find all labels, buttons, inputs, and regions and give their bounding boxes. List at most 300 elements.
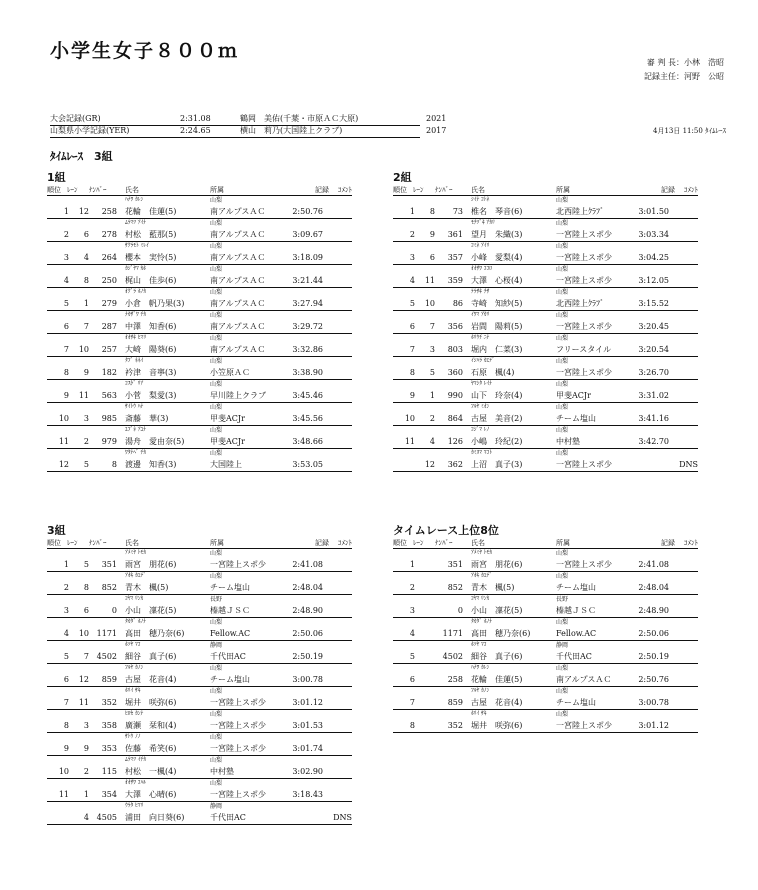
bib-number: 73 (452, 207, 463, 216)
name-kana: ｻｸﾗﾓﾄ ﾐﾚｲ (125, 243, 149, 249)
section-title: 1組 (47, 171, 66, 184)
table-row (47, 196, 352, 219)
name-kana: ﾌﾙﾔ ｶﾉﾝ (125, 665, 144, 671)
prefecture: 山梨 (210, 220, 223, 227)
athlete-name: 山下 玲奈(4) (471, 391, 523, 400)
rank: 7 (63, 698, 69, 707)
record: 2:50.19 (292, 652, 323, 661)
header-rank: 順位 (393, 186, 407, 194)
header-rank: 順位 (47, 539, 61, 547)
name-kana: ﾎﾘｲ ｻｷ (471, 711, 487, 717)
prefecture: 山梨 (210, 289, 223, 296)
affiliation: 小笠原ＡＣ (210, 368, 250, 377)
name-kana: ｺﾔﾏ ﾘﾝｶ (471, 596, 490, 602)
referee: 審 判 長：小林 浩昭 (646, 58, 724, 67)
bib-number: 351 (447, 560, 463, 569)
lane: 4 (83, 253, 89, 262)
header-comment: ｺﾒﾝﾄ (684, 539, 698, 547)
bib-number: 258 (101, 207, 117, 216)
athlete-name: 椎名 琴音(6) (471, 207, 523, 216)
prefecture: 山梨 (556, 358, 569, 365)
athlete-name: 岩間 陽莉(5) (471, 322, 523, 331)
header-comment: ｺﾒﾝﾄ (338, 539, 352, 547)
table-row (393, 242, 698, 265)
rank: 8 (409, 721, 415, 730)
lane: 3 (83, 414, 89, 423)
bib-number: 8 (111, 460, 117, 469)
lane: 7 (83, 322, 89, 331)
table-row (47, 687, 352, 710)
athlete-name: 石原 楓(4) (471, 368, 515, 377)
rank: 3 (409, 606, 415, 615)
lane: 5 (83, 560, 89, 569)
table-row (47, 265, 352, 288)
name-kana: ｼｲﾅ ｺﾄﾈ (471, 197, 490, 203)
prefecture: 山梨 (210, 780, 223, 787)
affiliation: Fellow.AC (556, 629, 597, 638)
bib-number: 354 (101, 790, 117, 799)
table-row (47, 288, 352, 311)
header-rank: 順位 (393, 539, 407, 547)
affiliation: 甲斐ACJr (210, 437, 245, 446)
rank: 3 (63, 253, 69, 262)
prefecture: 山梨 (556, 266, 569, 273)
record-year: 2017 (426, 126, 447, 135)
table-row (393, 288, 698, 311)
table-row (47, 380, 352, 403)
record-time: 2:24.65 (180, 126, 211, 135)
bib-number: 356 (447, 322, 463, 331)
record: 3:21.44 (292, 276, 323, 285)
affiliation: 大国陸上 (210, 460, 242, 469)
prefecture: 山梨 (210, 450, 223, 457)
name-kana: ﾌﾙﾔ ﾐｵﾝ (471, 404, 490, 410)
header-affil: 所属 (210, 186, 224, 194)
table-row (393, 403, 698, 426)
affiliation: 一宮陸上スポ少 (556, 230, 612, 239)
bib-number: 115 (101, 767, 117, 776)
name-kana: ﾎﾘｲ ｻｷ (125, 688, 141, 694)
rank: 5 (409, 652, 415, 661)
prefecture: 山梨 (556, 335, 569, 342)
lane: 10 (78, 629, 89, 638)
divider (50, 125, 420, 126)
lane: 6 (83, 230, 89, 239)
record: 3:01.12 (638, 721, 669, 730)
lane: 3 (429, 345, 435, 354)
affiliation: 一宮陸上スポ少 (556, 560, 612, 569)
record: 3:29.72 (292, 322, 323, 331)
record: 3:00.78 (292, 675, 323, 684)
lane: 8 (83, 276, 89, 285)
table-row (393, 710, 698, 733)
record: 3:45.46 (292, 391, 323, 400)
bib-number: 1171 (96, 629, 117, 638)
athlete-name: 浦田 向日葵(6) (125, 813, 185, 822)
rank: 4 (63, 276, 69, 285)
bib-number: 4502 (442, 652, 463, 661)
record: 3:03.34 (638, 230, 669, 239)
rank: 8 (409, 368, 415, 377)
prefecture: 山梨 (556, 312, 569, 319)
bib-number: 358 (101, 721, 117, 730)
athlete-name: 小山 凜花(5) (125, 606, 177, 615)
bib-number: 126 (447, 437, 463, 446)
affiliation: チーム塩山 (556, 583, 596, 592)
table-row (47, 549, 352, 572)
header-number: ﾅﾝﾊﾞｰ (89, 539, 107, 547)
bib-number: 264 (101, 253, 117, 262)
lane: 7 (83, 652, 89, 661)
name-kana: ﾑﾗﾏﾂ ｲﾁｶ (125, 757, 146, 763)
bib-number: 859 (101, 675, 117, 684)
bib-number: 0 (111, 606, 117, 615)
name-kana: ﾓﾁﾂﾞｷ ｱｶﾘ (471, 220, 495, 226)
comment: DNS (679, 460, 698, 469)
rank: 2 (63, 583, 69, 592)
athlete-name: 高田 穂乃奈(6) (125, 629, 185, 638)
athlete-name: 小嶋 玲紀(2) (471, 437, 523, 446)
record: 3:41.16 (638, 414, 669, 423)
table-row (393, 219, 698, 242)
prefecture: 山梨 (556, 404, 569, 411)
rank: 5 (63, 652, 69, 661)
record: 2:50.19 (638, 652, 669, 661)
affiliation: 千代田AC (556, 652, 592, 661)
record-holder: 横山 莉乃(大国陸上クラブ) (240, 126, 343, 135)
athlete-name: 衿津 音寧(3) (125, 368, 177, 377)
prefecture: 山梨 (556, 289, 569, 296)
prefecture: 山梨 (210, 266, 223, 273)
record-row (50, 125, 726, 137)
rank: 7 (409, 698, 415, 707)
bib-number: 278 (101, 230, 117, 239)
bib-number: 258 (447, 675, 463, 684)
affiliation: 一宮陸上スポ少 (556, 460, 612, 469)
affiliation: 一宮陸上スポ少 (210, 744, 266, 753)
record: 2:48.90 (638, 606, 669, 615)
name-kana: ﾀｶﾀﾞ ﾎﾉﾅ (471, 619, 492, 625)
affiliation: 一宮陸上スポ少 (210, 560, 266, 569)
athlete-name: 村松 藍那(5) (125, 230, 177, 239)
record: 2:41.08 (292, 560, 323, 569)
bib-number: 0 (457, 606, 463, 615)
header-name: 氏名 (125, 539, 139, 547)
recorder: 記録主任：河野 公昭 (644, 72, 724, 81)
lane: 9 (83, 368, 89, 377)
affiliation: 北西陸上ｸﾗﾌﾞ (556, 299, 604, 308)
athlete-name: 堀井 咲弥(6) (125, 698, 177, 707)
timestamp: 4月13日 11:50 ﾀｲﾑﾚｰｽ (653, 127, 726, 135)
bib-number: 351 (101, 560, 117, 569)
athlete-name: 堀内 仁菜(3) (471, 345, 523, 354)
bib-number: 4502 (96, 652, 117, 661)
officials (644, 56, 724, 84)
prefecture: 山梨 (556, 427, 569, 434)
bib-number: 353 (101, 744, 117, 753)
rank: 2 (409, 230, 415, 239)
prefecture: 山梨 (556, 197, 569, 204)
header-record: 記録 (661, 186, 675, 194)
prefecture: 静岡 (556, 642, 569, 649)
prefecture: 山梨 (210, 734, 223, 741)
rank: 4 (409, 629, 415, 638)
record: 3:42.70 (638, 437, 669, 446)
athlete-name: 古屋 花音(4) (471, 698, 523, 707)
bib-number: 979 (101, 437, 117, 446)
header-number: ﾅﾝﾊﾞｰ (435, 539, 453, 547)
table-row (393, 311, 698, 334)
bib-number: 859 (447, 698, 463, 707)
prefecture: 山梨 (210, 573, 223, 580)
lane: 8 (429, 207, 435, 216)
record: 3:26.70 (638, 368, 669, 377)
name-kana: ｺﾔﾏ ﾘﾝｶ (125, 596, 144, 602)
name-kana: ｱﾒﾐﾔ ﾄﾓｶ (471, 550, 492, 556)
lane: 4 (83, 813, 89, 822)
record: 3:18.09 (292, 253, 323, 262)
header-number: ﾅﾝﾊﾞｰ (435, 186, 453, 194)
table-header (393, 185, 698, 196)
bib-number: 182 (101, 368, 117, 377)
athlete-name: 花輪 佳蓮(5) (471, 675, 523, 684)
table-row (47, 756, 352, 779)
rank: 7 (409, 345, 415, 354)
prefecture: 山梨 (210, 381, 223, 388)
rank: 11 (58, 790, 69, 799)
header-affil: 所属 (556, 539, 570, 547)
name-kana: ﾃﾗｻｷ ﾁｻ (471, 289, 490, 295)
prefecture: 山梨 (556, 573, 569, 580)
lane: 8 (83, 583, 89, 592)
bib-number: 563 (101, 391, 117, 400)
prefecture: 長野 (210, 596, 223, 603)
affiliation: 甲斐ACJr (556, 391, 591, 400)
affiliation: 南アルプスＡＣ (210, 207, 266, 216)
table-row (47, 449, 352, 472)
name-kana: ﾀﾌﾞ ﾈﾈｲ (125, 358, 144, 364)
affiliation: 中村塾 (210, 767, 234, 776)
section-title: タイムレース上位8位 (393, 524, 499, 537)
table-row (47, 710, 352, 733)
rank: 3 (409, 253, 415, 262)
rank: 9 (63, 391, 69, 400)
name-kana: ｺｼﾞﾏ ﾚﾉ (471, 427, 490, 433)
rank: 6 (409, 675, 415, 684)
record: 3:04.25 (638, 253, 669, 262)
rank: 12 (58, 460, 69, 469)
record-row (50, 113, 726, 125)
lane: 11 (424, 276, 435, 285)
lane: 11 (78, 698, 89, 707)
lane: 11 (78, 391, 89, 400)
bib-number: 357 (447, 253, 463, 262)
affiliation: 南アルプスＡＣ (210, 230, 266, 239)
lane: 2 (83, 767, 89, 776)
rank: 1 (409, 560, 415, 569)
record: 2:50.06 (638, 629, 669, 638)
table-header (393, 538, 698, 549)
bib-number: 359 (447, 276, 463, 285)
record: 3:27.94 (292, 299, 323, 308)
rank: 1 (63, 560, 69, 569)
bib-number: 257 (101, 345, 117, 354)
lane: 12 (78, 675, 89, 684)
rank: 10 (58, 767, 69, 776)
bib-number: 352 (447, 721, 463, 730)
athlete-name: 小菅 梨愛(3) (125, 391, 177, 400)
affiliation: 南アルプスＡＣ (210, 299, 266, 308)
table-header (47, 538, 352, 549)
athlete-name: 廣瀬 栞和(4) (125, 721, 177, 730)
header-record: 記録 (661, 539, 675, 547)
table-row (47, 595, 352, 618)
rank: 11 (404, 437, 415, 446)
bib-number: 279 (101, 299, 117, 308)
prefecture: 静岡 (210, 642, 223, 649)
lane: 4 (429, 437, 435, 446)
prefecture: 山梨 (556, 619, 569, 626)
lane: 10 (78, 345, 89, 354)
lane: 7 (429, 322, 435, 331)
bib-number: 287 (101, 322, 117, 331)
record: 3:01.74 (292, 744, 323, 753)
bib-number: 361 (447, 230, 463, 239)
record: 2:48.04 (292, 583, 323, 592)
affiliation: 北西陸上ｸﾗﾌﾞ (556, 207, 604, 216)
name-kana: ｵｵｻｷ ﾋﾏﾘ (125, 335, 146, 341)
comment: DNS (333, 813, 352, 822)
record-time: 2:31.08 (180, 114, 211, 123)
table-row (393, 334, 698, 357)
athlete-name: 梶山 佳歩(6) (125, 276, 177, 285)
rank: 6 (409, 322, 415, 331)
rank: 1 (409, 207, 415, 216)
rank: 7 (63, 345, 69, 354)
name-kana: ｵｸﾞﾗ ﾎﾉｶ (125, 289, 146, 295)
lane: 10 (424, 299, 435, 308)
page-title: 小学生女子８００ｍ (50, 40, 240, 62)
name-kana: ﾎｿﾔ ﾏｺ (125, 642, 141, 648)
prefecture: 山梨 (556, 711, 569, 718)
record-year: 2021 (426, 114, 447, 123)
prefecture: 山梨 (556, 381, 569, 388)
lane: 1 (83, 299, 89, 308)
athlete-name: 寺崎 知紗(5) (471, 299, 523, 308)
name-kana: ｵｵｻﾜ ｺｺﾛ (471, 266, 492, 272)
table-header (47, 185, 352, 196)
record: 2:48.90 (292, 606, 323, 615)
name-kana: ﾊﾅﾜ ｶﾚﾝ (471, 665, 490, 671)
affiliation: チーム塩山 (556, 698, 596, 707)
race-type-label: ﾀｲﾑﾚｰｽ 3組 (50, 150, 113, 163)
athlete-name: 細谷 真子(6) (471, 652, 523, 661)
header-name: 氏名 (471, 186, 485, 194)
rank: 9 (63, 744, 69, 753)
athlete-name: 渡邊 知香(3) (125, 460, 177, 469)
affiliation: 千代田AC (210, 652, 246, 661)
table-row (47, 426, 352, 449)
bib-number: 864 (447, 414, 463, 423)
rank: 6 (63, 675, 69, 684)
rank: 2 (409, 583, 415, 592)
header-affil: 所属 (556, 186, 570, 194)
record: 3:31.02 (638, 391, 669, 400)
affiliation: 榛越ＪＳＣ (210, 606, 250, 615)
affiliation: 一宮陸上スポ少 (210, 790, 266, 799)
table-row (393, 449, 698, 472)
table-row (47, 802, 352, 825)
athlete-name: 高田 穂乃奈(6) (471, 629, 531, 638)
header-record: 記録 (315, 186, 329, 194)
divider (50, 137, 420, 138)
header-affil: 所属 (210, 539, 224, 547)
name-kana: ﾅｶｻﾞﾜ ﾁｶ (125, 312, 146, 318)
prefecture: 山梨 (210, 427, 223, 434)
prefecture: 山梨 (210, 335, 223, 342)
name-kana: ﾌﾙﾔ ｶﾉﾝ (471, 688, 490, 694)
table-row (393, 595, 698, 618)
record: 2:50.76 (638, 675, 669, 684)
prefecture: 山梨 (210, 312, 223, 319)
table-row (47, 618, 352, 641)
table-row (393, 380, 698, 403)
name-kana: ｵｵｻﾜ ｺﾊﾙ (125, 780, 146, 786)
record: 3:12.05 (638, 276, 669, 285)
record: 3:00.78 (638, 698, 669, 707)
name-kana: ﾔﾏｼﾀ ﾚｲﾅ (471, 381, 492, 387)
rank: 8 (63, 368, 69, 377)
prefecture: 山梨 (210, 550, 223, 557)
name-kana: ｱﾒﾐﾔ ﾄﾓｶ (125, 550, 146, 556)
rank: 4 (409, 276, 415, 285)
affiliation: 南アルプスＡＣ (556, 675, 612, 684)
affiliation: 千代田AC (210, 813, 246, 822)
record: 3:01.12 (292, 698, 323, 707)
affiliation: 南アルプスＡＣ (210, 322, 266, 331)
record: 2:50.76 (292, 207, 323, 216)
affiliation: 一宮陸上スポ少 (556, 276, 612, 285)
rank: 6 (63, 322, 69, 331)
results-section (393, 170, 698, 472)
prefecture: 山梨 (210, 243, 223, 250)
athlete-name: 望月 朱織(3) (471, 230, 523, 239)
bib-number: 4505 (96, 813, 117, 822)
header-lane: ﾚｰﾝ (67, 539, 78, 547)
record: 2:48.04 (638, 583, 669, 592)
bib-number: 86 (452, 299, 463, 308)
table-row (47, 572, 352, 595)
rank: 1 (63, 207, 69, 216)
results-section (47, 170, 352, 472)
section-title: 3組 (47, 524, 66, 537)
table-row (393, 641, 698, 664)
athlete-name: 大澤 心桜(4) (471, 276, 523, 285)
table-row (47, 664, 352, 687)
athlete-name: 中澤 知香(6) (125, 322, 177, 331)
name-kana: ﾋﾛｾ ｶﾝﾅ (125, 711, 144, 717)
table-row (393, 687, 698, 710)
prefecture: 山梨 (556, 688, 569, 695)
rank: 4 (63, 629, 69, 638)
bib-number: 852 (447, 583, 463, 592)
affiliation: 早川陸上クラブ (210, 391, 266, 400)
header-comment: ｺﾒﾝﾄ (684, 186, 698, 194)
name-kana: ﾕﾌﾞﾈ ｱﾕﾅ (125, 427, 146, 433)
name-kana: ｺﾐﾈ ｱｲﾘ (471, 243, 490, 249)
name-kana: ﾑﾗﾏﾂ ｱｲﾅ (125, 220, 146, 226)
affiliation: 南アルプスＡＣ (210, 345, 266, 354)
